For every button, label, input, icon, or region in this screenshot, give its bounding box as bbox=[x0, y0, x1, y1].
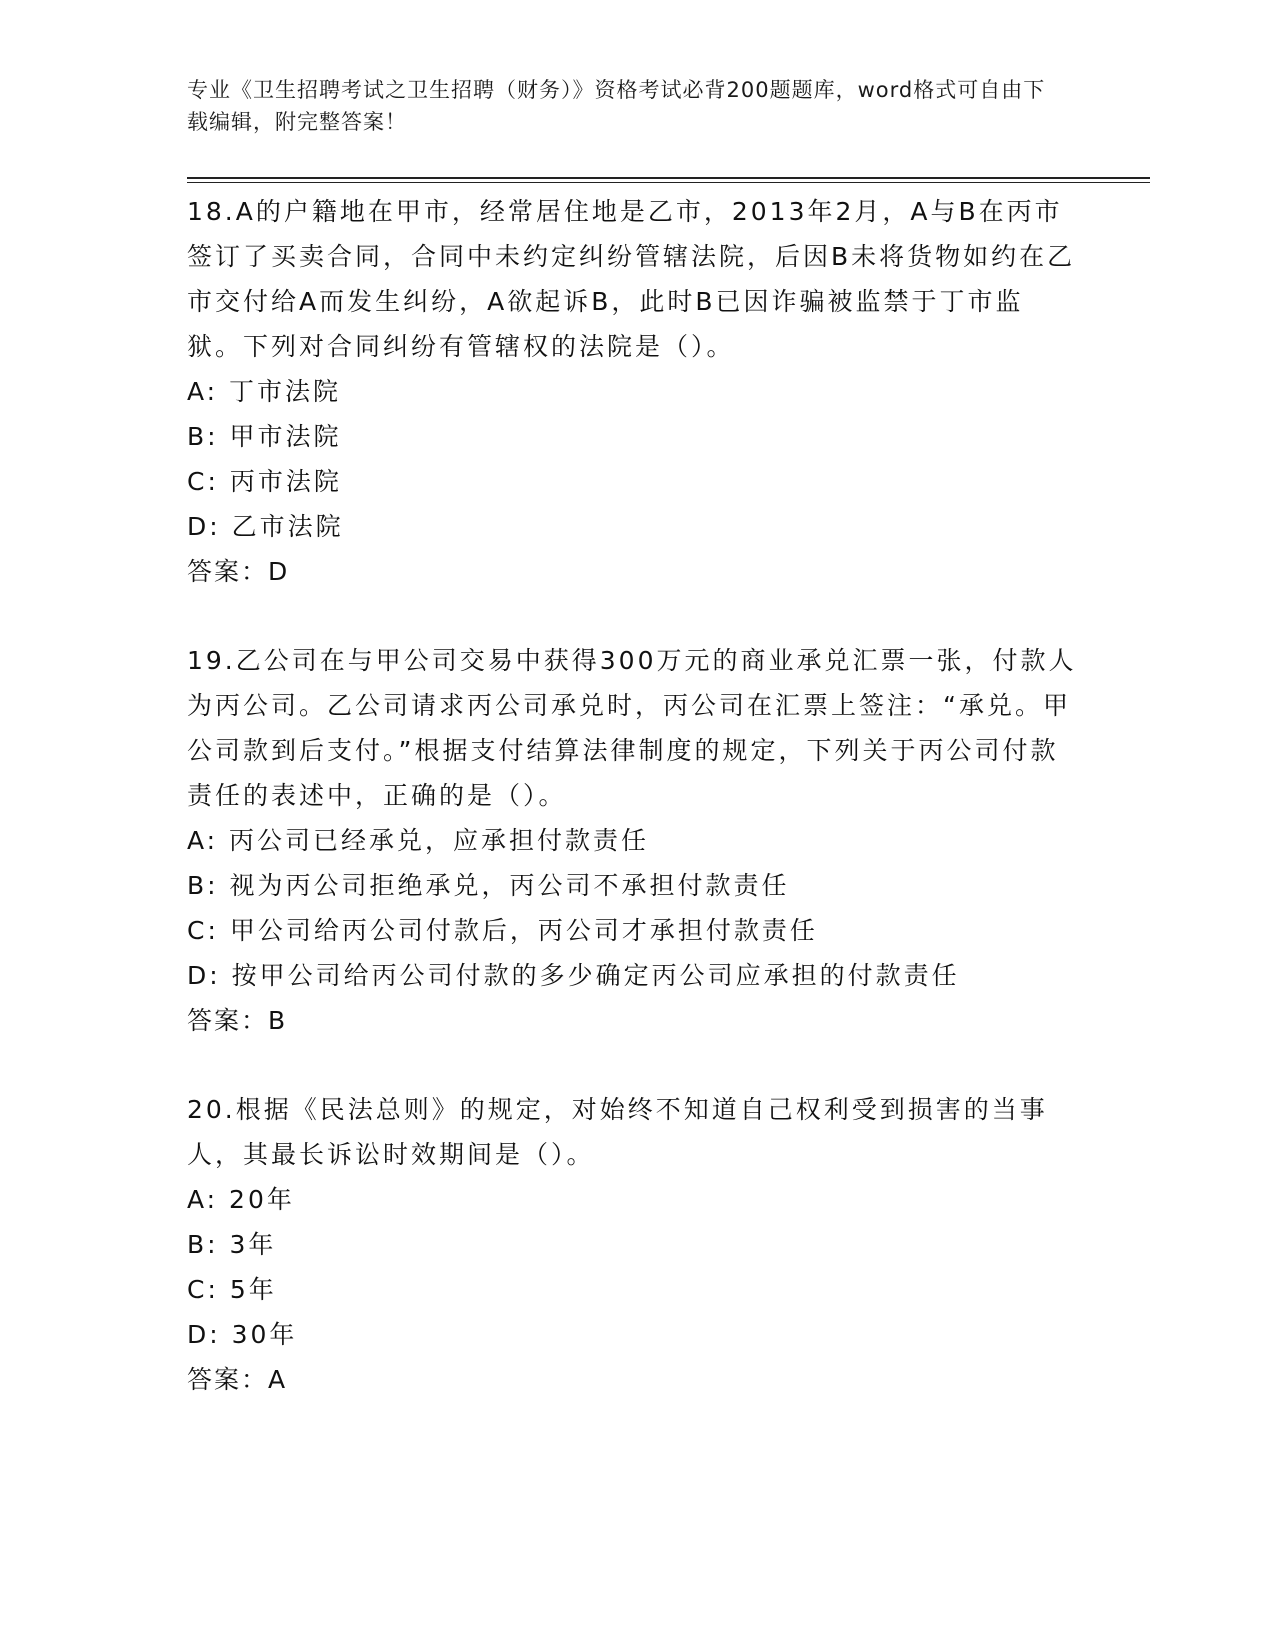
option-a: A: 丁市法院 bbox=[187, 377, 342, 406]
header-divider-thick bbox=[187, 177, 1150, 179]
option-c: C: 甲公司给丙公司付款后，丙公司才承担付款责任 bbox=[187, 916, 818, 945]
option-a: A: 20年 bbox=[187, 1185, 295, 1214]
option-c: C: 丙市法院 bbox=[187, 467, 342, 496]
header-divider-thin bbox=[187, 182, 1150, 183]
option-d: D: 30年 bbox=[187, 1320, 298, 1349]
answer-label: 答案：B bbox=[187, 1006, 288, 1035]
answer-label: 答案：A bbox=[187, 1365, 288, 1394]
answer-label: 答案：D bbox=[187, 557, 290, 586]
question-stem: 18.A的户籍地在甲市，经常居住地是乙市，2013年2月，A与B在丙市签订了买卖合同，合同中未约定纠纷管辖法院，后因B未将货物如约在乙市交付给A而发生纠纷，A欲起诉B，此时B已因诈骗被监禁于丁市监狱。下列对合同纠纷有管辖权的法院是（）。 bbox=[187, 197, 1076, 361]
question-stem: 20.根据《民法总则》的规定，对始终不知道自己权利受到损害的当事人，其最长诉讼时效期间是（）。 bbox=[187, 1095, 1048, 1169]
option-b: B: 3年 bbox=[187, 1230, 277, 1259]
question-20 bbox=[187, 1087, 1077, 1402]
document-header: 专业《卫生招聘考试之卫生招聘（财务）》资格考试必背200题题库，word格式可自由下载编辑，附完整答案！ bbox=[187, 78, 1046, 134]
question-list bbox=[187, 189, 1077, 1446]
option-b: B: 视为丙公司拒绝承兑，丙公司不承担付款责任 bbox=[187, 871, 790, 900]
question-stem: 19.乙公司在与甲公司交易中获得300万元的商业承兑汇票一张，付款人为丙公司。乙公司请求丙公司承兑时，丙公司在汇票上签注：“承兑。甲公司款到后支付。”根据支付结算法律制度的规定，下列关于丙公司付款责任的表述中，正确的是（）。 bbox=[187, 646, 1077, 810]
option-d: D: 按甲公司给丙公司付款的多少确定丙公司应承担的付款责任 bbox=[187, 961, 960, 990]
question-18 bbox=[187, 189, 1077, 594]
option-a: A: 丙公司已经承兑，应承担付款责任 bbox=[187, 826, 650, 855]
question-19 bbox=[187, 638, 1077, 1043]
option-d: D: 乙市法院 bbox=[187, 512, 344, 541]
option-c: C: 5年 bbox=[187, 1275, 277, 1304]
option-b: B: 甲市法院 bbox=[187, 422, 342, 451]
